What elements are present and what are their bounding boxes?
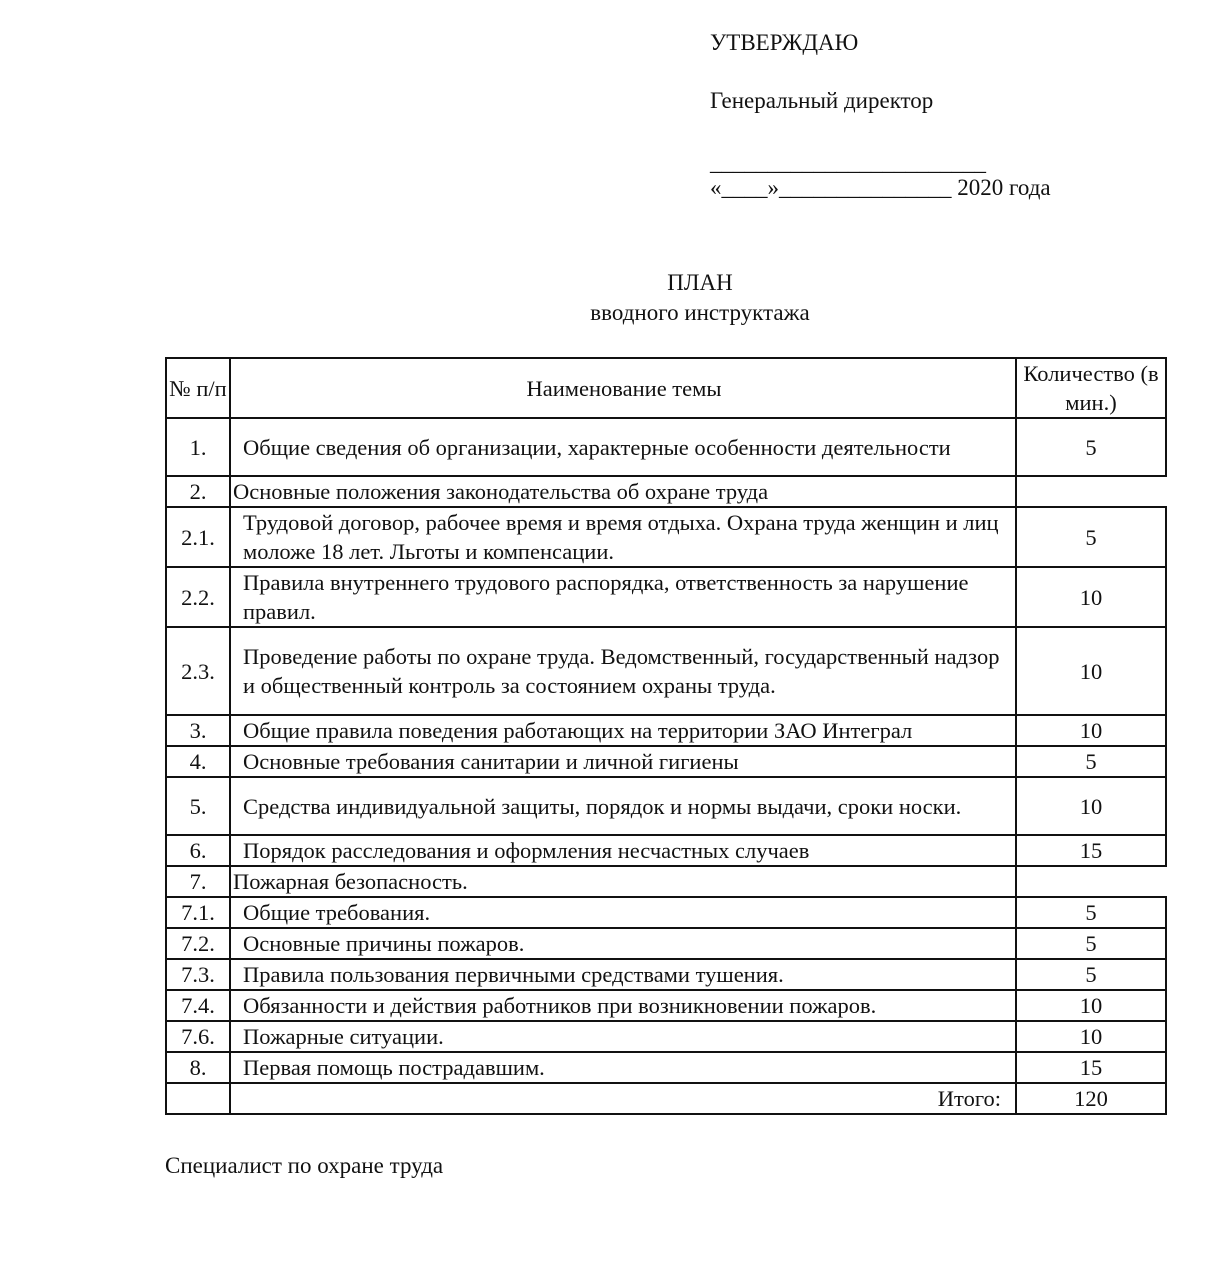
table-row <box>166 715 1166 746</box>
table-row <box>166 1021 1166 1052</box>
row-topic: Общие требования. <box>230 897 1016 928</box>
table-row <box>166 476 1166 507</box>
row-num: 7.2. <box>166 928 230 959</box>
row-qty: 5 <box>1016 746 1166 777</box>
table-row <box>166 507 1166 567</box>
total-value: 120 <box>1016 1083 1166 1114</box>
row-topic: Обязанности и действия работников при возникновении пожаров. <box>230 990 1016 1021</box>
table-row <box>166 418 1166 476</box>
row-topic: Пожарная безопасность. <box>230 866 1016 897</box>
table-row <box>166 1052 1166 1083</box>
row-topic: Основные требования санитарии и личной гигиены <box>230 746 1016 777</box>
row-qty: 5 <box>1016 507 1166 567</box>
table-row <box>166 866 1166 897</box>
row-topic: Трудовой договор, рабочее время и время отдыха. Охрана труда женщин и лиц моложе 18 лет. Льготы и компенсации. <box>230 507 1016 567</box>
table-row <box>166 835 1166 866</box>
row-num: 7. <box>166 866 230 897</box>
row-num: 2.1. <box>166 507 230 567</box>
row-topic: Проведение работы по охране труда. Ведомственный, государственный надзор и общественный контроль за состоянием охраны труда. <box>230 627 1016 715</box>
total-label: Итого: <box>230 1083 1016 1114</box>
row-qty: 5 <box>1016 418 1166 476</box>
row-topic: Общие правила поведения работающих на территории ЗАО Интеграл <box>230 715 1016 746</box>
row-topic: Порядок расследования и оформления несчастных случаев <box>230 835 1016 866</box>
table-row <box>166 777 1166 835</box>
row-topic: Пожарные ситуации. <box>230 1021 1016 1052</box>
row-qty: 15 <box>1016 1052 1166 1083</box>
row-topic: Правила пользования первичными средствами тушения. <box>230 959 1016 990</box>
row-num: 1. <box>166 418 230 476</box>
row-qty: 15 <box>1016 835 1166 866</box>
row-qty: 10 <box>1016 567 1166 627</box>
row-num: 7.3. <box>166 959 230 990</box>
header-qty: Количество (в мин.) <box>1016 358 1166 418</box>
page-title: ПЛАН <box>667 270 733 295</box>
row-num: 3. <box>166 715 230 746</box>
row-topic: Правила внутреннего трудового распорядка, ответственность за нарушение правил. <box>230 567 1016 627</box>
row-num: 4. <box>166 746 230 777</box>
row-num: 5. <box>166 777 230 835</box>
approve-heading: УТВЕРЖДАЮ <box>710 30 859 55</box>
table-header-row <box>166 358 1166 418</box>
row-qty: 10 <box>1016 1021 1166 1052</box>
row-num: 7.4. <box>166 990 230 1021</box>
row-qty <box>1016 476 1166 507</box>
date-line: «____»_______________ 2020 года <box>710 175 1051 200</box>
row-qty: 10 <box>1016 990 1166 1021</box>
table-row <box>166 928 1166 959</box>
total-row <box>166 1083 1166 1114</box>
table-row <box>166 897 1166 928</box>
row-qty: 10 <box>1016 777 1166 835</box>
signature-line: ________________________ <box>710 150 986 175</box>
row-num: 2.3. <box>166 627 230 715</box>
director-position: Генеральный директор <box>710 88 934 113</box>
table-row <box>166 746 1166 777</box>
table-row <box>166 990 1166 1021</box>
row-num: 7.6. <box>166 1021 230 1052</box>
row-topic: Общие сведения об организации, характерные особенности деятельности <box>230 418 1016 476</box>
row-qty: 10 <box>1016 715 1166 746</box>
row-qty <box>1016 866 1166 897</box>
row-num: 2.2. <box>166 567 230 627</box>
plan-table <box>165 357 1167 1115</box>
row-num: 2. <box>166 476 230 507</box>
signer-title: Специалист по охране труда <box>165 1153 444 1178</box>
header-num: № п/п <box>166 358 230 418</box>
row-topic: Средства индивидуальной защиты, порядок и нормы выдачи, сроки носки. <box>230 777 1016 835</box>
table-row <box>166 627 1166 715</box>
row-qty: 5 <box>1016 959 1166 990</box>
row-topic: Первая помощь пострадавшим. <box>230 1052 1016 1083</box>
table-row <box>166 567 1166 627</box>
row-topic: Основные причины пожаров. <box>230 928 1016 959</box>
row-topic: Основные положения законодательства об охране труда <box>230 476 1016 507</box>
row-num: 8. <box>166 1052 230 1083</box>
row-num: 6. <box>166 835 230 866</box>
page-subtitle: вводного инструктажа <box>590 300 810 325</box>
row-qty: 5 <box>1016 897 1166 928</box>
row-qty: 10 <box>1016 627 1166 715</box>
row-num: 7.1. <box>166 897 230 928</box>
row-qty: 5 <box>1016 928 1166 959</box>
header-topic: Наименование темы <box>230 358 1016 418</box>
total-empty-cell <box>166 1083 230 1114</box>
table-row <box>166 959 1166 990</box>
